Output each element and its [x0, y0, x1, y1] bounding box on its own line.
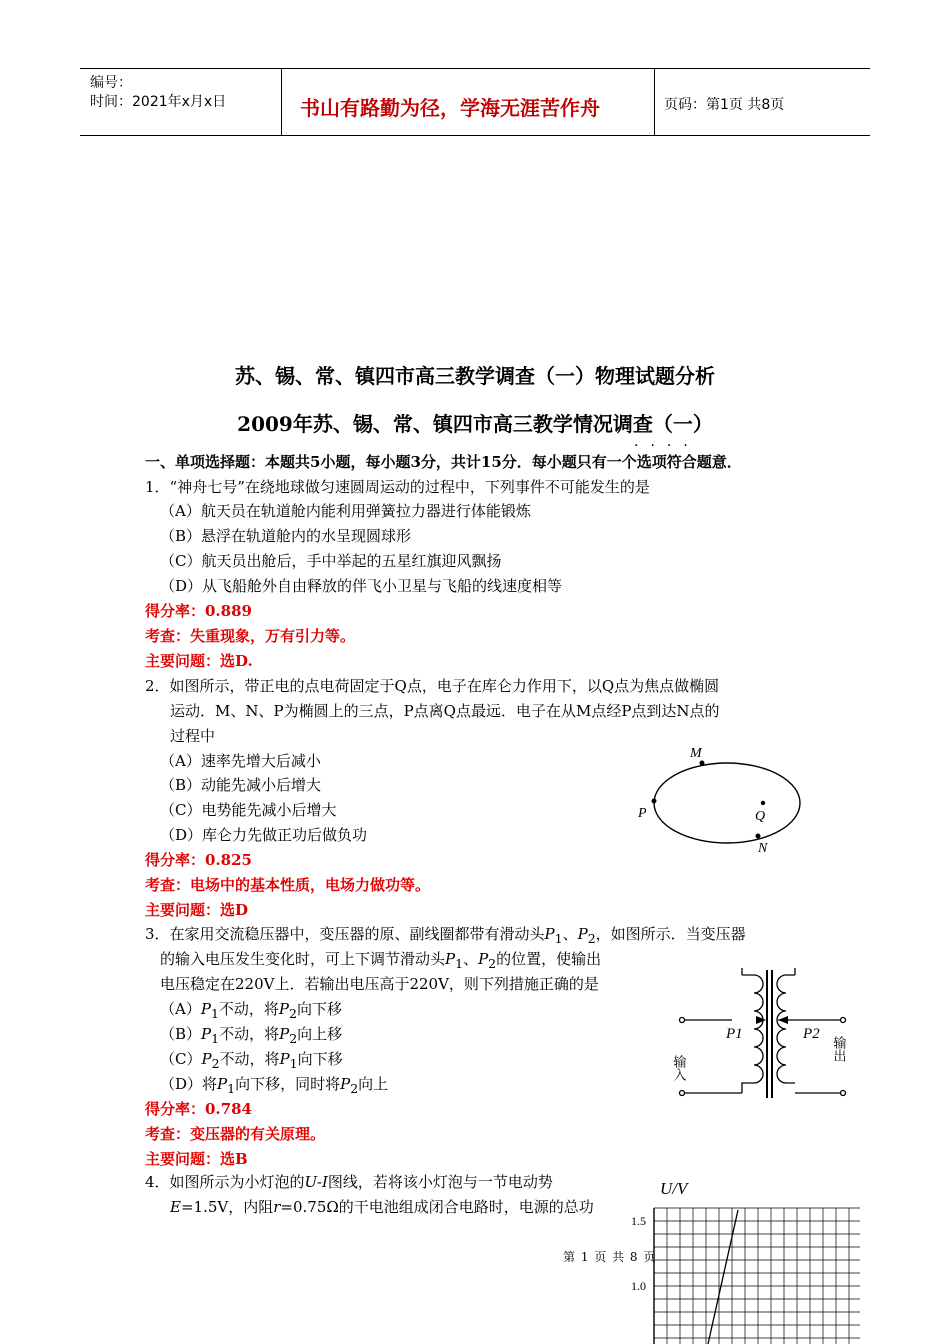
time-label: 时间：2021年x月x日 — [90, 94, 227, 110]
document-subtitle: 2009年苏、锡、常、镇四市高三教学情况调查（一） — [237, 412, 713, 436]
point-p — [652, 799, 657, 804]
header-divider-1 — [281, 69, 282, 136]
point-m — [700, 761, 705, 766]
q1-check: 考查：失重现象，万有引力等。 — [145, 627, 356, 645]
motto: 书山有路勤为径，学海无涯苦作舟 — [300, 96, 600, 120]
q1-stem: 1．“神舟七号”在绕地球做匀速圆周运动的过程中，下列事件不可能发生的是 — [145, 478, 650, 496]
ui-graph — [628, 1174, 868, 1344]
q3-score: 得分率：0.784 — [145, 1100, 252, 1118]
q2-score: 得分率：0.825 — [145, 851, 252, 869]
page-footer: 第 1 页 共 8 页 — [563, 1250, 657, 1264]
document-title: 苏、锡、常、镇四市高三教学调查（一）物理试题分析 — [235, 364, 715, 388]
point-q — [761, 801, 765, 805]
q1-issue: 主要问题：选D. — [145, 652, 253, 670]
q4-stem-1: 4．如图所示为小灯泡的U-I图线，若将该小灯泡与一节电动势 — [145, 1173, 553, 1191]
q2-stem-2: 运动．M、N、P为椭圆上的三点，P点离Q点最远．电子在从M点经P点到达N点的 — [170, 702, 720, 720]
p2-arrow — [778, 1016, 788, 1024]
ui-curve — [708, 1210, 738, 1344]
emphasis-dots: ···· — [634, 438, 700, 454]
label-m: M — [690, 746, 702, 761]
header-top-rule — [80, 68, 870, 69]
secondary-coil — [777, 975, 795, 1083]
q2-stem-3: 过程中 — [170, 727, 216, 745]
q3-stem-3: 电压稳定在220V上．若输出电压高于220V，则下列措施正确的是 — [160, 975, 599, 993]
q3-option-b: $(B)P_1$不动，将$P_2$向上移 — [160, 1025, 343, 1046]
label-p2: P2 — [803, 1026, 820, 1042]
q3-option-c: $(C)P_2$不动，将$P_1$向下移 — [160, 1050, 343, 1071]
primary-coil — [742, 975, 763, 1093]
label-n: N — [758, 841, 768, 856]
label-output: 输出 — [830, 1036, 846, 1062]
q1-option-b: （B）悬浮在轨道舱内的水呈现圆球形 — [160, 527, 412, 545]
p1-arrow — [756, 1016, 766, 1024]
q1-option-d: （D）从飞船舱外自由释放的伴飞小卫星与飞船的线速度相等 — [160, 577, 563, 595]
header-bottom-rule — [80, 135, 870, 136]
page-code: 页码：第1页 共8页 — [664, 97, 785, 113]
label-p1: P1 — [726, 1026, 743, 1042]
q2-option-a: （A）速率先增大后减小 — [160, 752, 321, 770]
q2-check: 考查：电场中的基本性质，电场力做功等。 — [145, 876, 431, 894]
q3-stem-1: 3．在家用交流稳压器中，变压器的原、副线圈都带有滑动头$P_1$、$P_2$，如图所示．当变压器 — [145, 925, 746, 946]
section-heading: 一、单项选择题：本题共5小题，每小题3分，共计15分．每小题只有一个选项符合题意． — [145, 453, 742, 471]
tick-label-1-5: 1.5 — [631, 1214, 646, 1228]
q4-stem-2: E=1.5V，内阻r=0.75Ω的干电池组成闭合电路时，电源的总功 — [170, 1198, 594, 1216]
q2-issue: 主要问题：选D — [145, 901, 249, 919]
serial-label: 编号： — [90, 75, 132, 91]
q3-issue: 主要问题：选B — [145, 1150, 248, 1168]
q3-stem-2: 的输入电压发生变化时，可上下调节滑动头$P_1$、$P_2$的位置，使输出 — [160, 950, 602, 971]
graph-grid — [654, 1208, 860, 1344]
label-q: Q — [755, 809, 766, 824]
axis-label-u: U/V — [660, 1179, 688, 1198]
label-p: P — [638, 806, 647, 821]
q1-option-a: （A）航天员在轨道舱内能利用弹簧拉力器进行体能锻炼 — [160, 502, 531, 520]
q1-score: 得分率：0.889 — [145, 602, 252, 620]
q3-option-a: $(A)P_1$不动，将$P_2$向下移 — [160, 1000, 342, 1021]
q3-option-d: （D）将$P_1$向下移，同时将$P_2$向上 — [160, 1075, 389, 1096]
q2-option-c: （C）电势能先减小后增大 — [160, 801, 337, 819]
tick-label-1-0: 1.0 — [631, 1279, 646, 1293]
q2-option-d: （D）库仑力先做正功后做负功 — [160, 826, 368, 844]
ellipse-figure — [620, 735, 820, 860]
point-n — [756, 834, 761, 839]
q1-option-c: （C）航天员出舱后，手中举起的五星红旗迎风飘扬 — [160, 552, 502, 570]
q3-check: 考查：变压器的有关原理。 — [145, 1125, 326, 1143]
ellipse-orbit — [654, 763, 800, 843]
q2-option-b: （B）动能先减小后增大 — [160, 776, 322, 794]
q2-stem-1: 2．如图所示，带正电的点电荷固定于Q点，电子在库仑力作用下，以Q点为焦点做椭圆 — [145, 677, 720, 695]
header-divider-2 — [654, 69, 655, 136]
transformer-figure — [670, 960, 860, 1105]
label-input: 输入 — [670, 1055, 686, 1081]
